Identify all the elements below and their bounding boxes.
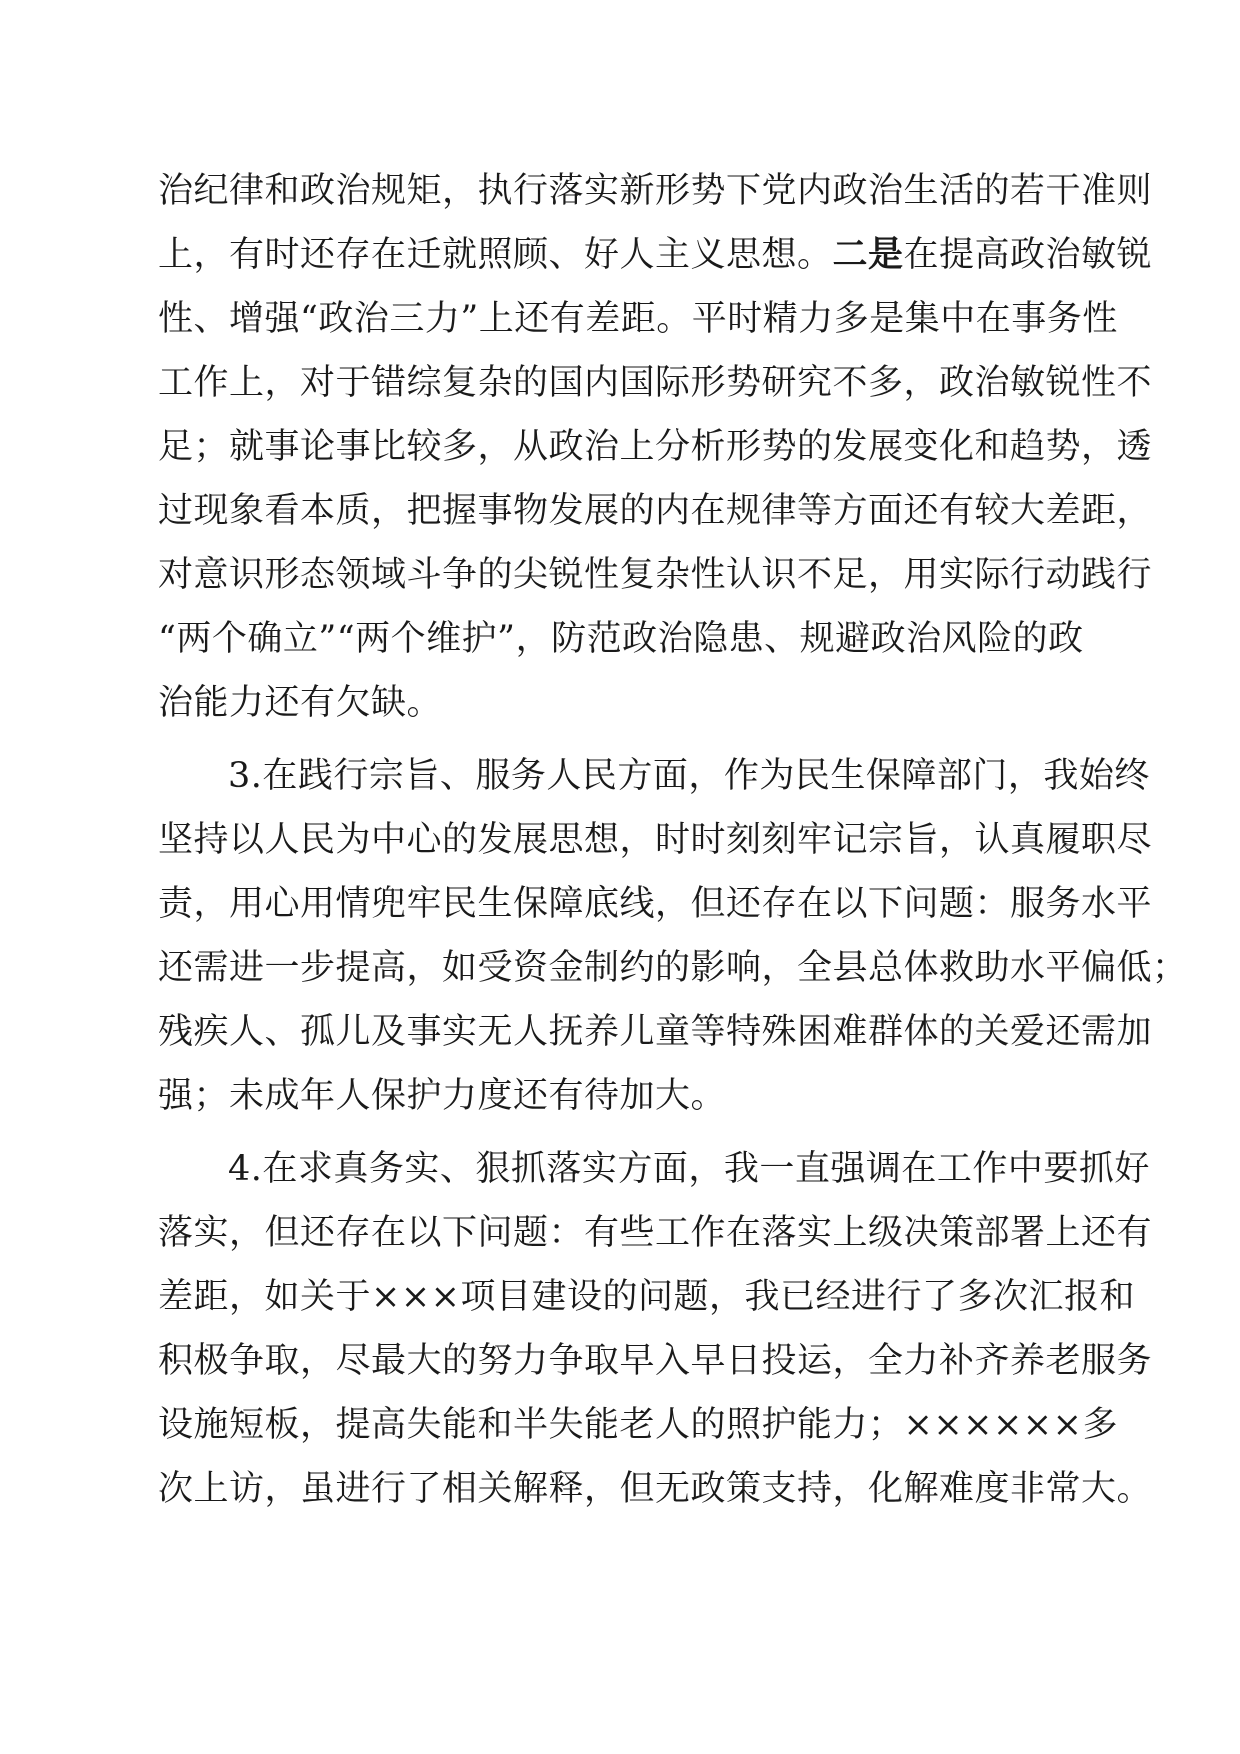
text-line: 过现象看本质，把握事物发展的内在规律等方面还有较大差距， bbox=[158, 491, 1153, 531]
paragraph-start-line: 3.在践行宗旨、服务人民方面，作为民生保障部门，我始终 bbox=[228, 756, 1150, 796]
text-line: 坚持以人民为中心的发展思想，时时刻刻牢记宗旨，认真履职尽 bbox=[158, 820, 1153, 860]
text-line: 性、增强“政治三力”上还有差距。平时精力多是集中在事务性 bbox=[158, 299, 1118, 339]
text-line: 差距，如关于×××项目建设的问题，我已经进行了多次汇报和 bbox=[158, 1277, 1135, 1317]
text-line: 残疾人、孤儿及事实无人抚养儿童等特殊困难群体的关爱还需加 bbox=[158, 1012, 1153, 1052]
text-line: “两个确立”“两个维护”，防范政治隐患、规避政治风险的政 bbox=[158, 619, 1084, 659]
text-line: 设施短板，提高失能和半失能老人的照护能力；××××××多 bbox=[158, 1405, 1118, 1445]
text-line: 治能力还有欠缺。 bbox=[158, 683, 443, 723]
bold-phrase: 二是 bbox=[832, 234, 904, 275]
text-line: 对意识形态领域斗争的尖锐性复杂性认识不足，用实际行动践行 bbox=[158, 555, 1153, 595]
text-line: 还需进一步提高，如受资金制约的影响，全县总体救助水平偏低； bbox=[158, 948, 1188, 988]
text-line: 次上访，虽进行了相关解释，但无政策支持，化解难度非常大。 bbox=[158, 1469, 1153, 1509]
paragraph-start-line: 4.在求真务实、狠抓落实方面，我一直强调在工作中要抓好 bbox=[228, 1149, 1150, 1189]
text-line: 工作上，对于错综复杂的国内国际形势研究不多，政治敏锐性不 bbox=[158, 363, 1153, 403]
text-line: 积极争取，尽最大的努力争取早入早日投运，全力补齐养老服务 bbox=[158, 1341, 1153, 1381]
text-line: 足；就事论事比较多，从政治上分析形势的发展变化和趋势，透 bbox=[158, 427, 1153, 467]
text-line: 治纪律和政治规矩，执行落实新形势下党内政治生活的若干准则 bbox=[158, 171, 1153, 211]
text-line: 强；未成年人保护力度还有待加大。 bbox=[158, 1076, 727, 1116]
text-line: 上，有时还存在迁就照顾、好人主义思想。二是在提高政治敏锐 bbox=[158, 234, 1153, 275]
text-line: 责，用心用情兜牢民生保障底线，但还存在以下问题：服务水平 bbox=[158, 884, 1153, 924]
text-line: 落实，但还存在以下问题：有些工作在落实上级决策部署上还有 bbox=[158, 1213, 1153, 1253]
